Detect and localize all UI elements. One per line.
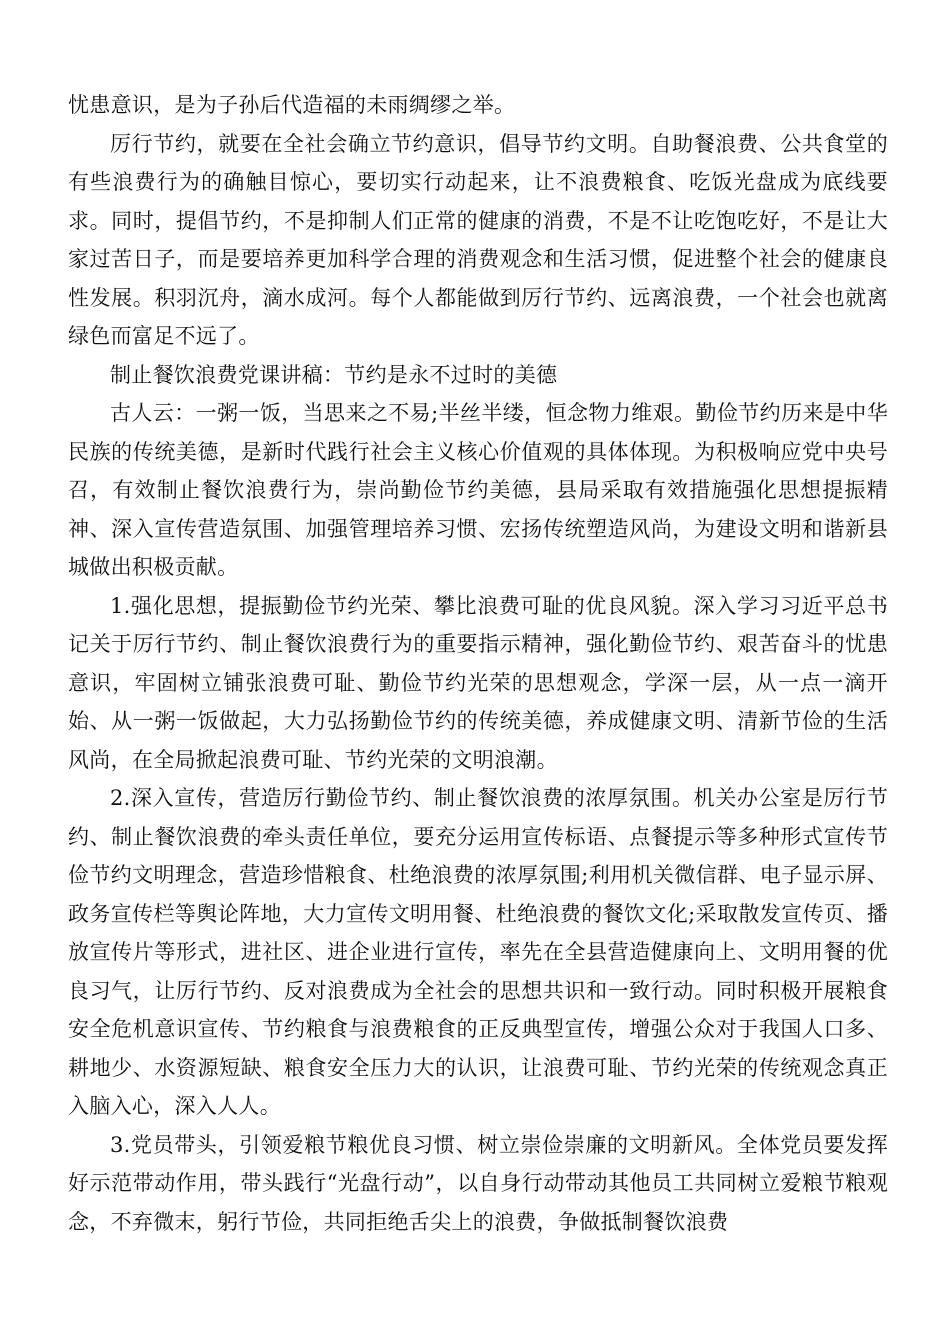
paragraph-point-2: 2.深入宣传，营造厉行勤俭节约、制止餐饮浪费的浓厚氛围。机关办公室是厉行节约、制止餐饮浪费的牵头责任单位，要充分运用宣传标语、点餐提示等多种形式宣传节俭节约文明理念，营造珍惜粮食、杜绝浪费的浓厚氛围;利用机关微信群、电子显示屏、政务宣传栏等舆论阵地，大力宣传文明用餐、杜绝浪费的餐饮文化;采取散发宣传页、播放宣传片等形式，进社区、进企业进行宣传，率先在全县营造健康向上、文明用餐的优良习气，让厉行节约、反对浪费成为全社会的思想共识和一致行动。同时积极开展粮食安全危机意识宣传、节约粮食与浪费粮食的正反典型宣传，增强公众对于我国人口多、耕地少、水资源短缺、粮食安全压力大的认识，让浪费可耻、节约光荣的传统观念真正入脑入心，深入人人。: [68, 786, 888, 1118]
section-title: 制止餐饮浪费党课讲稿：节约是永不过时的美德: [110, 362, 558, 387]
paragraph-practice-thrift: 厉行节约，就要在全社会确立节约意识，倡导节约文明。自助餐浪费、公共食堂的有些浪费行为的确触目惊心，要切实行动起来，让不浪费粮食、吃饭光盘成为底线要求。同时，提倡节约，不是抑制人们正常的健康的消费，不是不让吃饱吃好，不是让大家过苦日子，而是要培养更加科学合理的消费观念和生活习惯，促进整个社会的健康良性发展。积羽沉舟，滴水成河。每个人都能做到厉行节约、远离浪费，一个社会也就离绿色而富足不远了。: [68, 131, 888, 348]
paragraph-continuation: 忧患意识，是为子孙后代造福的未雨绸缪之举。: [68, 93, 516, 117]
paragraph-point-1: 1.强化思想，提振勤俭节约光荣、攀比浪费可耻的优良风貌。深入学习习近平总书记关于厉行节约、制止餐饮浪费行为的重要指示精神，强化勤俭节约、艰苦奋斗的忧患意识，牢固树立铺张浪费可耻、勤俭节约光荣的思想观念，学深一层，从一点一滴开始、从一粥一饭做起，大力弘扬勤俭节约的传统美德，养成健康文明、清新节俭的生活风尚，在全局掀起浪费可耻、节约光荣的文明浪潮。: [68, 593, 888, 772]
document-page: [68, 86, 888, 1241]
paragraph-ancient-saying: 古人云：一粥一饭，当思来之不易;半丝半缕，恒念物力维艰。勤俭节约历来是中华民族的传统美德，是新时代践行社会主义核心价值观的具体体现。为积极响应党中央号召，有效制止餐饮浪费行为，崇尚勤俭节约美德，县局采取有效措施强化思想提振精神、深入宣传营造氛围、加强管理培养习惯、宏扬传统塑造风尚，为建设文明和谐新县城做出积极贡献。: [68, 401, 888, 579]
paragraph-point-3: 3.党员带头，引领爱粮节粮优良习惯、树立崇俭崇廉的文明新风。全体党员要发挥好示范带动作用，带头践行“光盘行动”，以自身行动带动其他员工共同树立爱粮节粮观念，不弃微末，躬行节俭，共同拒绝舌尖上的浪费，争做抵制餐饮浪费: [68, 1132, 888, 1234]
